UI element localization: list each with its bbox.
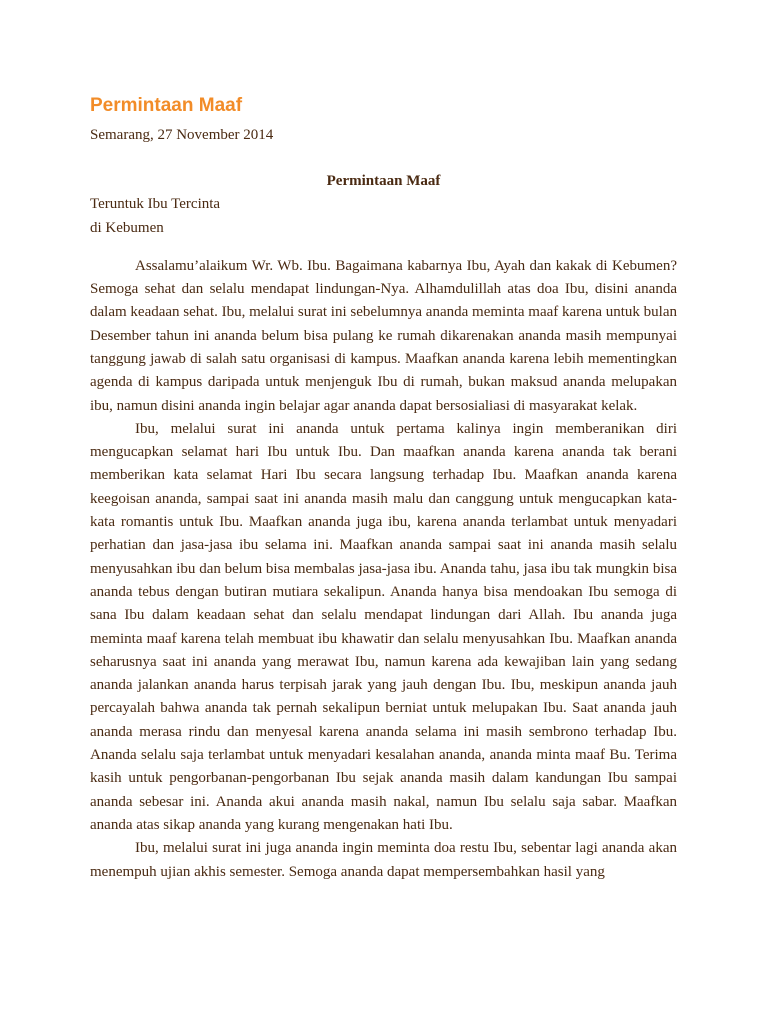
letter-heading: Permintaan Maaf [326,173,441,189]
recipient-block [90,193,677,241]
paragraph: Ibu, melalui surat ini juga ananda ingin meminta doa restu Ibu, sebentar lagi ananda akan menempuh ujian akhis semester. Semoga ananda dapat mempersembahkan hasil yang [90,840,677,880]
place-date: Semarang, 27 November 2014 [90,127,274,143]
document-page [90,94,677,884]
paragraph: Assalamu’alaikum Wr. Wb. Ibu. Bagaimana kabarnya Ibu, Ayah dan kakak di Kebumen? Semoga sehat dan selalu mendapat lindungan-Nya. Alhamdulillah atas doa Ibu, disini ananda dalam keadaan sehat. Ibu, melalui surat ini sebelumnya ananda meminta maaf karena untuk bulan Desember tahun ini ananda belum bisa pulang ke rumah dikarenakan ananda masih mempunyai tanggung jawab di salah satu organisasi di kampus. Maafkan ananda karena lebih mementingkan agenda di kampus daripada untuk menjenguk Ibu di rumah, bukan maksud ananda melupakan ibu, namun disini ananda ingin belajar agar ananda dapat bersosialiasi di masyarakat kelak. [90,257,677,414]
recipient-line: Teruntuk Ibu Tercinta [90,196,221,212]
document-title: Permintaan Maaf [90,95,243,116]
paragraph: Ibu, melalui surat ini ananda untuk pertama kalinya ingin memberanikan diri mengucapkan selamat hari Ibu untuk Ibu. Dan maafkan ananda karena ananda tak berani memberikan kata selamat Hari Ibu secara langsung terhadap Ibu. Maafkan ananda karena keegoisan ananda, sampai saat ini ananda masih malu dan canggung untuk mengucapkan kata-kata romantis untuk Ibu. Maafkan ananda juga ibu, karena ananda terlambat untuk menyadari perhatian dan jasa-jasa ibu selama ini. Maafkan ananda sampai saat ini ananda masih selalu menyusahkan ibu dan belum bisa membalas jasa-jasa ibu. Ananda tahu, jasa ibu tak mungkin bisa ananda tebus dengan butiran mutiara sekalipun. Ananda hanya bisa mendoakan Ibu semoga di sana Ibu dalam keadaan sehat dan selalu mendapat lindungan dari Allah. Ibu ananda juga meminta maaf karena telah membuat ibu khawatir dan selalu menyusahkan Ibu. Maafkan ananda seharusnya saat ini ananda yang merawat Ibu, namun karena ada kewajiban lain yang sedang ananda jalankan ananda harus terpisah jarak yang jauh dengan Ibu. Ibu, meskipun ananda jauh percayalah bahwa ananda tak pernah sekalipun berniat untuk melupakan Ibu. Saat ananda jauh ananda merasa rindu dan menyesal karena ananda selama ini masih sembrono terhadap Ibu. Ananda selalu saja terlambat untuk menyadari kesalahan ananda, ananda minta maaf Bu. Terima kasih untuk pengorbanan-pengorbanan Ibu sejak ananda masih dalam kandungan Ibu sampai ananda sebesar ini. Ananda akui ananda masih nakal, namun Ibu selalu saja sabar. Maafkan ananda atas sikap ananda yang kurang mengenakan hati Ibu. [90,420,677,833]
letter-body [90,255,677,884]
recipient-location: di Kebumen [90,220,164,237]
